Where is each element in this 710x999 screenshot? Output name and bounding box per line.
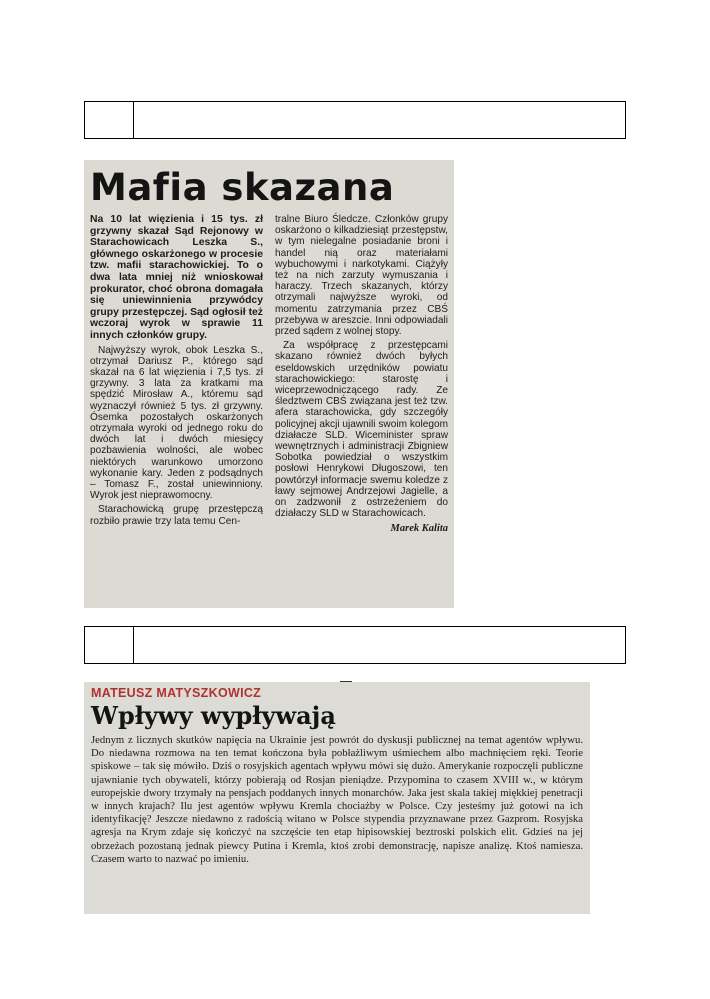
article-1-paragraph: Najwyższy wyrok, obok Leszka S., otrzymał Dariusz P., którego sąd skazał na 6 lat więzienia i 7,5 tys. zł grzywny. 3 lata za kratkami ma spędzić Mirosław A., któremu sąd wyznaczył również 5 tys. zł grzywny. Ósemka pozostałych oskarżonych otrzymała wyroki od jednego roku do dwóch lat i dwóch miesięcy pozbawienia wolności, ale wobec niektórych warunkowo umorzono wykonanie kary. Jeden z podsądnych – Tomasz F., został uniewinniony. Wyrok jest nieprawomocny. [90, 344, 263, 502]
answer-text-cell-1[interactable] [134, 102, 625, 138]
article-2-headline: Wpływy wypływają [91, 701, 336, 730]
newspaper-clipping-wplywy [84, 682, 590, 914]
article-1-lead: Na 10 lat więzienia i 15 tys. zł grzywny skazał Sąd Rejonowy w Starachowicach Leszka S., głównego oskarżonego w procesie tzw. mafii starachowickiej. To o dwa lata mniej niż wnioskował prokurator, choć obrona domagała się uniewinnienia przywódcy grupy przestępczej. Sąd ogłosił też wczoraj wyrok w sprawie 11 innych członków grupy. [90, 214, 263, 341]
answer-box-1[interactable] [84, 101, 626, 139]
article-2-byline: MATEUSZ MATYSZKOWICZ [91, 686, 262, 700]
answer-number-cell-1 [85, 102, 134, 138]
article-1-paragraph: tralne Biuro Śledcze. Członków grupy oskarżono o kilkadziesiąt przestępstw, w tym nielegalne posiadanie broni i handel nią oraz materiałami wybuchowymi i narkotykami. Ciążyły też na nich zarzuty wymuszania i haraczy. Trzech skazanych, którzy otrzymali najwyższe wyroki, od momentu zatrzymania przez CBŚ przebywa w areszcie. Inni odpowiadali przed sądem z wolnej stopy. [275, 214, 448, 338]
newspaper-clipping-mafia [84, 160, 454, 608]
article-1-column-left [90, 214, 263, 535]
answer-box-2[interactable] [84, 626, 626, 664]
article-1-author: Marek Kalita [390, 523, 448, 535]
answer-number-cell-2 [85, 627, 134, 663]
article-2-body: Jednym z licznych skutków napięcia na Ukrainie jest powrót do dyskusji publicznej na temat agentów wpływu. Do niedawna rozmowa na ten temat kończona była pobłażliwym uśmiechem albo machnięciem ręki. Teorie spiskowe – tak się mówiło. Dziś o rosyjskich agentach wpływu mówi się dużo. Amerykanie rozpoczęli publiczne ujawnianie tych obywateli, którzy pobierają od Rosjan pieniądze. Przypomina to czasem XVIII w., w którym europejskie dwory trzymały na pensjach poddanych innych monarchów. Jaka jest skala takiej miękkiej penetracji w innych krajach? Ilu jest agentów wpływu Kremla chociażby w Polsce. Czy jesteśmy już gotowi na ich identyfikację? Jeszcze niedawno z radością witano w Polsce stypendia przyznawane przez Gazprom. Rosyjska agresja na Krym zdaje się kończyć na szczęście ten etap hipisowskiej beztroski polskich elit. Gdzieś na jej obrzeżach pozostaną jednak piewcy Putina i Kremla, ktoś zrobi demonstrację, napisze analizę. Ktoś namiesza. Czasem warto to nazwać po imieniu. [91, 734, 583, 865]
answer-text-cell-2[interactable] [134, 627, 625, 663]
article-1-paragraph: Starachowicką grupę przestępczą rozbiło prawie trzy lata temu Cen- [90, 504, 263, 527]
article-1-headline: Mafia skazana [90, 166, 395, 209]
article-1-paragraph: Za współpracę z przestępcami skazano również dwóch byłych eseldowskich urzędników powiatu starachowickiego: starostę i wiceprzewodniczącego rady. Ze śledztwem CBŚ związana jest też tzw. afera starachowicka, gdy szczegóły policyjnej akcji ujawnili swoim kolegom działacze SLD. Wiceminister spraw wewnętrznych i administracji Zbigniew Sobotka powiedział o wszystkim posłowi Henrykowi Długoszowi, ten powtórzył informacje swemu koledze z ławy sejmowej Andrzejowi Jagielle, a on zadzwonił z ostrzeżeniem do działaczy SLD w Starachowicach. [275, 340, 448, 520]
article-1-column-right [275, 214, 448, 535]
article-1-columns [90, 214, 448, 535]
